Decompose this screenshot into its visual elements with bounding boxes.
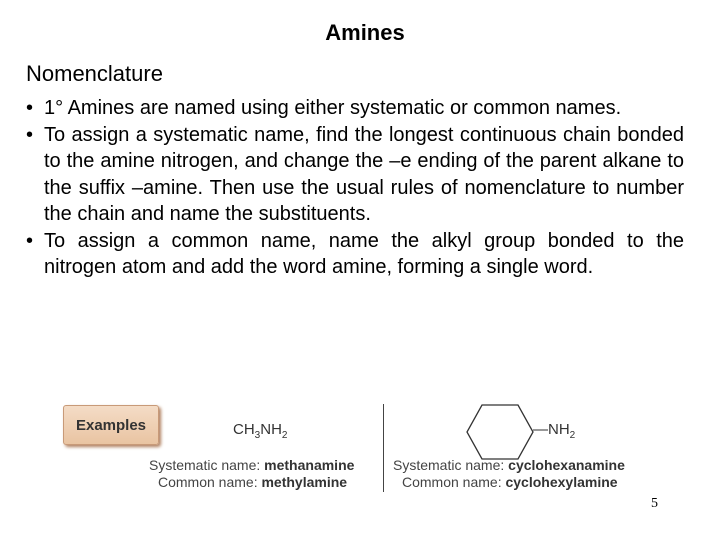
cyclohexylamine-common-line — [402, 474, 618, 490]
bullet-item — [26, 228, 684, 281]
bullet-dot-icon: • — [26, 229, 34, 252]
common-value: methylamine — [261, 474, 348, 490]
methylamine-systematic-line — [149, 457, 354, 473]
amino-substituent — [533, 421, 575, 441]
cyclohexane-ring-icon — [465, 403, 535, 461]
formula-subscript: 3 — [254, 430, 261, 441]
formula-part: CH — [233, 421, 255, 438]
bullet-item — [26, 95, 684, 122]
bullet-text: To assign a common name, name the alkyl group bonded to the nitrogen atom and add the word amine, forming a single word. — [44, 229, 684, 278]
formula-subscript: 2 — [281, 430, 288, 441]
example-divider — [383, 404, 384, 492]
section-heading: Nomenclature — [26, 61, 163, 86]
formula-part: —NH — [533, 421, 570, 438]
bullet-text: 1° Amines are named using either systematic or common names. — [44, 97, 622, 119]
common-value: cyclohexylamine — [505, 474, 618, 490]
methylamine-formula — [233, 421, 287, 441]
ring-bonds — [467, 405, 533, 459]
formula-part: NH — [260, 421, 282, 438]
systematic-value: methanamine — [264, 457, 355, 473]
systematic-label: Systematic name: — [149, 457, 261, 473]
bullet-text: To assign a systematic name, find the longest continuous chain bonded to the amine nitrogen, and change the –e ending of the parent alkane to the suffix –amine. Then use the usual rules of nomenclature to number the chain and name the substituents. — [44, 123, 684, 225]
examples-badge: Examples — [63, 405, 159, 445]
bullet-dot-icon: • — [26, 97, 34, 119]
systematic-label: Systematic name: — [393, 457, 505, 473]
methylamine-common-line — [158, 474, 347, 490]
formula-subscript: 2 — [569, 430, 576, 441]
common-label: Common name: — [158, 474, 258, 490]
slide-title: Amines — [325, 20, 405, 45]
common-label: Common name: — [402, 474, 502, 490]
page-number: 5 — [651, 496, 658, 511]
cyclohexylamine-systematic-line — [393, 457, 625, 473]
bullet-list — [26, 95, 684, 281]
bullet-item — [26, 122, 684, 228]
bullet-dot-icon: • — [26, 123, 34, 146]
systematic-value: cyclohexanamine — [508, 457, 625, 473]
